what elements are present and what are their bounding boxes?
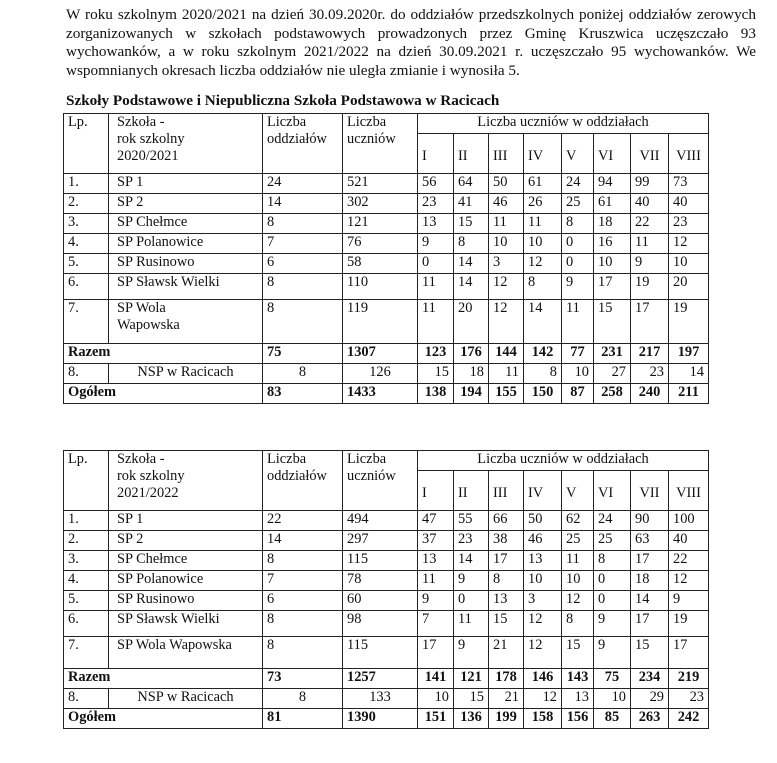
row-school-name: SP Sławsk Wielki <box>109 274 263 300</box>
row-grade-value: 24 <box>562 174 594 194</box>
row-school-name: SP Rusinowo <box>109 591 263 611</box>
subtotal-grade-value: 146 <box>524 669 562 689</box>
total-label: Ogółem <box>64 709 263 729</box>
total-branch-count: 81 <box>263 709 343 729</box>
row-grade-value: 10 <box>524 234 562 254</box>
row-grade-value: 15 <box>594 300 631 344</box>
row-grade-value: 0 <box>562 254 594 274</box>
subtotal-branch-count: 73 <box>263 669 343 689</box>
row-branch-count: 8 <box>263 274 343 300</box>
table-row <box>64 214 709 234</box>
subtotal-student-count: 1307 <box>343 344 418 364</box>
subtotal-grade-value: 77 <box>562 344 594 364</box>
header-lp: Lp. <box>64 114 109 174</box>
row-grade-value: 11 <box>418 571 454 591</box>
row-school-name: SP Chełmce <box>109 214 263 234</box>
subtotal-student-count: 1257 <box>343 669 418 689</box>
row-grade-value: 16 <box>594 234 631 254</box>
grade-header: VII <box>631 134 669 174</box>
grade-header: V <box>562 471 594 511</box>
row-grade-value: 12 <box>489 274 524 300</box>
table-row <box>64 571 709 591</box>
row-grade-value: 11 <box>418 274 454 300</box>
grade-header: I <box>418 471 454 511</box>
row-student-count: 115 <box>343 551 418 571</box>
table-row <box>64 637 709 669</box>
nsp-grade-value: 11 <box>489 364 524 384</box>
row-grade-value: 10 <box>594 254 631 274</box>
row-grade-value: 61 <box>594 194 631 214</box>
subtotal-grade-value: 144 <box>489 344 524 364</box>
table-row <box>64 274 709 300</box>
nsp-row <box>64 689 709 709</box>
row-grade-value: 17 <box>669 637 709 669</box>
nsp-grade-value: 10 <box>562 364 594 384</box>
row-grade-value: 9 <box>562 274 594 300</box>
row-grade-value: 8 <box>454 234 489 254</box>
row-grade-value: 46 <box>524 531 562 551</box>
row-grade-value: 47 <box>418 511 454 531</box>
nsp-grade-value: 18 <box>454 364 489 384</box>
row-student-count: 115 <box>343 637 418 669</box>
total-branch-count: 83 <box>263 384 343 404</box>
row-branch-count: 8 <box>263 214 343 234</box>
row-student-count: 98 <box>343 611 418 637</box>
grade-header: VII <box>631 471 669 511</box>
row-grade-value: 21 <box>489 637 524 669</box>
table-row <box>64 531 709 551</box>
row-grade-value: 9 <box>454 637 489 669</box>
row-grade-value: 15 <box>562 637 594 669</box>
row-grade-value: 8 <box>524 274 562 300</box>
nsp-grade-value: 12 <box>524 689 562 709</box>
row-grade-value: 19 <box>669 611 709 637</box>
table-row <box>64 254 709 274</box>
row-grade-value: 12 <box>524 611 562 637</box>
subtotal-branch-count: 75 <box>263 344 343 364</box>
schools-table-2020-2021 <box>63 113 709 404</box>
total-grade-value: 156 <box>562 709 594 729</box>
subtotal-grade-value: 231 <box>594 344 631 364</box>
grade-header: VI <box>594 471 631 511</box>
subtotal-label: Razem <box>64 344 263 364</box>
row-grade-value: 10 <box>562 571 594 591</box>
grade-header: IV <box>524 134 562 174</box>
row-grade-value: 12 <box>669 571 709 591</box>
header-row <box>64 114 709 134</box>
row-grade-value: 11 <box>631 234 669 254</box>
row-grade-value: 12 <box>669 234 709 254</box>
header-school: Szkoła - rok szkolny 2020/2021 <box>109 114 263 174</box>
row-grade-value: 3 <box>524 591 562 611</box>
row-branch-count: 22 <box>263 511 343 531</box>
row-grade-value: 18 <box>594 214 631 234</box>
row-grade-value: 10 <box>524 571 562 591</box>
row-student-count: 60 <box>343 591 418 611</box>
nsp-lp: 8. <box>64 689 109 709</box>
intro-text: W roku szkolnym 2020/2021 na dzień 30.09.2020r. do oddziałów przedszkolnych poniżej oddziałów zerowych zorganizowanych w szkołach podstawowych prowadzonych przez Gminę Kruszwica uczęszczało 93 wychowanków, a w roku szkolnym 2021/2022 na dzień 30.09.2021 r. uczęszczało 95 wychowanków. We wspomnianych okresach liczba oddziałów nie uległa zmianie i wynosiła 5. <box>66 6 756 79</box>
row-grade-value: 11 <box>524 214 562 234</box>
row-grade-value: 25 <box>562 194 594 214</box>
row-grade-value: 11 <box>562 300 594 344</box>
subtotal-grade-value: 176 <box>454 344 489 364</box>
row-grade-value: 8 <box>594 551 631 571</box>
total-grade-value: 155 <box>489 384 524 404</box>
row-grade-value: 46 <box>489 194 524 214</box>
row-grade-value: 40 <box>669 194 709 214</box>
subtotal-grade-value: 143 <box>562 669 594 689</box>
row-grade-value: 17 <box>594 274 631 300</box>
row-branch-count: 8 <box>263 637 343 669</box>
row-student-count: 119 <box>343 300 418 344</box>
table-row <box>64 591 709 611</box>
row-branch-count: 7 <box>263 234 343 254</box>
row-school-name: SP Polanowice <box>109 571 263 591</box>
row-lp: 7. <box>64 637 109 669</box>
row-grade-value: 11 <box>454 611 489 637</box>
row-grade-value: 8 <box>489 571 524 591</box>
total-grade-value: 138 <box>418 384 454 404</box>
grade-header: VIII <box>669 134 709 174</box>
row-grade-value: 23 <box>418 194 454 214</box>
row-grade-value: 11 <box>489 214 524 234</box>
row-grade-value: 19 <box>669 300 709 344</box>
total-grade-value: 240 <box>631 384 669 404</box>
row-grade-value: 41 <box>454 194 489 214</box>
row-grade-value: 40 <box>631 194 669 214</box>
grade-header: III <box>489 134 524 174</box>
subtotal-grade-value: 121 <box>454 669 489 689</box>
row-grade-value: 13 <box>418 551 454 571</box>
row-grade-value: 14 <box>454 274 489 300</box>
row-branch-count: 8 <box>263 551 343 571</box>
row-student-count: 494 <box>343 511 418 531</box>
table-row <box>64 194 709 214</box>
row-grade-value: 9 <box>669 591 709 611</box>
total-grade-value: 242 <box>669 709 709 729</box>
total-grade-value: 151 <box>418 709 454 729</box>
row-grade-value: 14 <box>454 551 489 571</box>
row-grade-value: 50 <box>524 511 562 531</box>
total-grade-value: 263 <box>631 709 669 729</box>
row-grade-value: 100 <box>669 511 709 531</box>
row-school-name: SP 1 <box>109 511 263 531</box>
total-grade-value: 87 <box>562 384 594 404</box>
row-lp: 4. <box>64 571 109 591</box>
row-grade-value: 64 <box>454 174 489 194</box>
grade-header: VI <box>594 134 631 174</box>
row-grade-value: 14 <box>524 300 562 344</box>
total-grade-value: 85 <box>594 709 631 729</box>
row-grade-value: 8 <box>562 214 594 234</box>
row-grade-value: 17 <box>631 611 669 637</box>
row-grade-value: 66 <box>489 511 524 531</box>
nsp-lp: 8. <box>64 364 109 384</box>
row-grade-value: 99 <box>631 174 669 194</box>
table-row <box>64 174 709 194</box>
header-branch-count: Liczba oddziałów <box>263 114 343 174</box>
row-grade-value: 17 <box>489 551 524 571</box>
header-lp: Lp. <box>64 451 109 511</box>
total-grade-value: 136 <box>454 709 489 729</box>
header-student-count: Liczba uczniów <box>343 114 418 174</box>
row-branch-count: 8 <box>263 611 343 637</box>
row-grade-value: 7 <box>418 611 454 637</box>
row-school-name: SP Rusinowo <box>109 254 263 274</box>
table-row <box>64 234 709 254</box>
row-lp: 5. <box>64 254 109 274</box>
subtotal-grade-value: 178 <box>489 669 524 689</box>
row-lp: 2. <box>64 531 109 551</box>
row-lp: 2. <box>64 194 109 214</box>
row-lp: 3. <box>64 551 109 571</box>
row-grade-value: 8 <box>562 611 594 637</box>
total-row <box>64 709 709 729</box>
row-grade-value: 25 <box>594 531 631 551</box>
row-grade-value: 10 <box>489 234 524 254</box>
row-grade-value: 9 <box>418 591 454 611</box>
nsp-grade-value: 14 <box>669 364 709 384</box>
row-grade-value: 11 <box>562 551 594 571</box>
row-branch-count: 6 <box>263 591 343 611</box>
header-branch-count: Liczba oddziałów <box>263 451 343 511</box>
grade-header: III <box>489 471 524 511</box>
row-school-name: SP Wola Wapowska <box>109 300 263 344</box>
row-grade-value: 23 <box>669 214 709 234</box>
row-student-count: 302 <box>343 194 418 214</box>
row-student-count: 121 <box>343 214 418 234</box>
row-grade-value: 9 <box>631 254 669 274</box>
row-grade-value: 13 <box>524 551 562 571</box>
nsp-grade-value: 21 <box>489 689 524 709</box>
row-grade-value: 0 <box>454 591 489 611</box>
row-student-count: 110 <box>343 274 418 300</box>
table-row <box>64 300 709 344</box>
row-grade-value: 40 <box>669 531 709 551</box>
row-grade-value: 50 <box>489 174 524 194</box>
row-grade-value: 37 <box>418 531 454 551</box>
subtotal-label: Razem <box>64 669 263 689</box>
row-grade-value: 12 <box>524 637 562 669</box>
row-lp: 3. <box>64 214 109 234</box>
row-lp: 4. <box>64 234 109 254</box>
row-school-name: SP Sławsk Wielki <box>109 611 263 637</box>
row-school-name: SP 2 <box>109 531 263 551</box>
row-school-name: SP Wola Wapowska <box>109 637 263 669</box>
row-student-count: 297 <box>343 531 418 551</box>
row-grade-value: 94 <box>594 174 631 194</box>
schools-table-2021-2022 <box>63 450 709 729</box>
row-grade-value: 17 <box>418 637 454 669</box>
header-student-count: Liczba uczniów <box>343 451 418 511</box>
table-row <box>64 511 709 531</box>
row-grade-value: 22 <box>631 214 669 234</box>
total-row <box>64 384 709 404</box>
row-grade-value: 14 <box>454 254 489 274</box>
subtotal-grade-value: 123 <box>418 344 454 364</box>
row-student-count: 521 <box>343 174 418 194</box>
row-grade-value: 11 <box>418 300 454 344</box>
row-grade-value: 0 <box>594 571 631 591</box>
row-branch-count: 14 <box>263 531 343 551</box>
row-grade-value: 73 <box>669 174 709 194</box>
grade-header: I <box>418 134 454 174</box>
row-branch-count: 7 <box>263 571 343 591</box>
grade-header: VIII <box>669 471 709 511</box>
row-grade-value: 19 <box>631 274 669 300</box>
row-grade-value: 22 <box>669 551 709 571</box>
total-grade-value: 158 <box>524 709 562 729</box>
table-row <box>64 551 709 571</box>
row-grade-value: 0 <box>562 234 594 254</box>
subtotal-grade-value: 219 <box>669 669 709 689</box>
total-student-count: 1433 <box>343 384 418 404</box>
row-grade-value: 15 <box>489 611 524 637</box>
row-grade-value: 24 <box>594 511 631 531</box>
row-grade-value: 9 <box>594 611 631 637</box>
nsp-grade-value: 15 <box>454 689 489 709</box>
total-grade-value: 199 <box>489 709 524 729</box>
nsp-grade-value: 10 <box>594 689 631 709</box>
total-student-count: 1390 <box>343 709 418 729</box>
nsp-grade-value: 29 <box>631 689 669 709</box>
row-grade-value: 56 <box>418 174 454 194</box>
row-grade-value: 63 <box>631 531 669 551</box>
row-student-count: 76 <box>343 234 418 254</box>
nsp-grade-value: 13 <box>562 689 594 709</box>
nsp-student-count: 126 <box>343 364 418 384</box>
row-grade-value: 55 <box>454 511 489 531</box>
row-grade-value: 12 <box>489 300 524 344</box>
nsp-school-name: NSP w Racicach <box>109 689 263 709</box>
nsp-branch-count: 8 <box>263 689 343 709</box>
section-heading: Szkoły Podstawowe i Niepubliczna Szkoła Podstawowa w Racicach <box>66 92 500 109</box>
row-grade-value: 17 <box>631 551 669 571</box>
row-school-name: SP 2 <box>109 194 263 214</box>
row-grade-value: 3 <box>489 254 524 274</box>
row-grade-value: 14 <box>631 591 669 611</box>
row-grade-value: 12 <box>524 254 562 274</box>
nsp-grade-value: 27 <box>594 364 631 384</box>
row-lp: 1. <box>64 174 109 194</box>
nsp-branch-count: 8 <box>263 364 343 384</box>
row-grade-value: 15 <box>631 637 669 669</box>
row-grade-value: 25 <box>562 531 594 551</box>
row-lp: 6. <box>64 274 109 300</box>
subtotal-grade-value: 142 <box>524 344 562 364</box>
row-school-name: SP Polanowice <box>109 234 263 254</box>
grade-header: II <box>454 134 489 174</box>
row-school-name: SP 1 <box>109 174 263 194</box>
row-student-count: 78 <box>343 571 418 591</box>
row-branch-count: 8 <box>263 300 343 344</box>
row-grade-value: 61 <box>524 174 562 194</box>
intro-paragraph <box>66 6 756 80</box>
row-grade-value: 13 <box>489 591 524 611</box>
row-grade-value: 9 <box>454 571 489 591</box>
row-grade-value: 38 <box>489 531 524 551</box>
nsp-grade-value: 23 <box>669 689 709 709</box>
table-row <box>64 611 709 637</box>
nsp-grade-value: 15 <box>418 364 454 384</box>
subtotal-grade-value: 217 <box>631 344 669 364</box>
row-grade-value: 20 <box>454 300 489 344</box>
row-lp: 1. <box>64 511 109 531</box>
row-grade-value: 0 <box>418 254 454 274</box>
row-grade-value: 18 <box>631 571 669 591</box>
row-grade-value: 17 <box>631 300 669 344</box>
subtotal-grade-value: 197 <box>669 344 709 364</box>
row-lp: 7. <box>64 300 109 344</box>
total-label: Ogółem <box>64 384 263 404</box>
row-grade-value: 10 <box>669 254 709 274</box>
grade-header: IV <box>524 471 562 511</box>
row-grade-value: 62 <box>562 511 594 531</box>
row-grade-value: 15 <box>454 214 489 234</box>
row-grade-value: 90 <box>631 511 669 531</box>
subtotal-grade-value: 75 <box>594 669 631 689</box>
nsp-school-name: NSP w Racicach <box>109 364 263 384</box>
row-branch-count: 6 <box>263 254 343 274</box>
nsp-student-count: 133 <box>343 689 418 709</box>
grade-header: V <box>562 134 594 174</box>
subtotal-row <box>64 344 709 364</box>
row-grade-value: 12 <box>562 591 594 611</box>
row-branch-count: 14 <box>263 194 343 214</box>
header-school: Szkoła - rok szkolny 2021/2022 <box>109 451 263 511</box>
total-grade-value: 194 <box>454 384 489 404</box>
header-students-by-grade: Liczba uczniów w oddziałach <box>418 114 709 134</box>
row-grade-value: 9 <box>418 234 454 254</box>
subtotal-grade-value: 234 <box>631 669 669 689</box>
nsp-grade-value: 23 <box>631 364 669 384</box>
row-branch-count: 24 <box>263 174 343 194</box>
row-lp: 5. <box>64 591 109 611</box>
row-student-count: 58 <box>343 254 418 274</box>
row-grade-value: 23 <box>454 531 489 551</box>
row-grade-value: 0 <box>594 591 631 611</box>
total-grade-value: 150 <box>524 384 562 404</box>
header-row <box>64 451 709 471</box>
nsp-grade-value: 10 <box>418 689 454 709</box>
nsp-row <box>64 364 709 384</box>
grade-header: II <box>454 471 489 511</box>
row-grade-value: 20 <box>669 274 709 300</box>
total-grade-value: 211 <box>669 384 709 404</box>
row-grade-value: 26 <box>524 194 562 214</box>
nsp-grade-value: 8 <box>524 364 562 384</box>
row-lp: 6. <box>64 611 109 637</box>
subtotal-row <box>64 669 709 689</box>
header-students-by-grade: Liczba uczniów w oddziałach <box>418 451 709 471</box>
row-school-name: SP Chełmce <box>109 551 263 571</box>
subtotal-grade-value: 141 <box>418 669 454 689</box>
total-grade-value: 258 <box>594 384 631 404</box>
row-grade-value: 9 <box>594 637 631 669</box>
row-grade-value: 13 <box>418 214 454 234</box>
